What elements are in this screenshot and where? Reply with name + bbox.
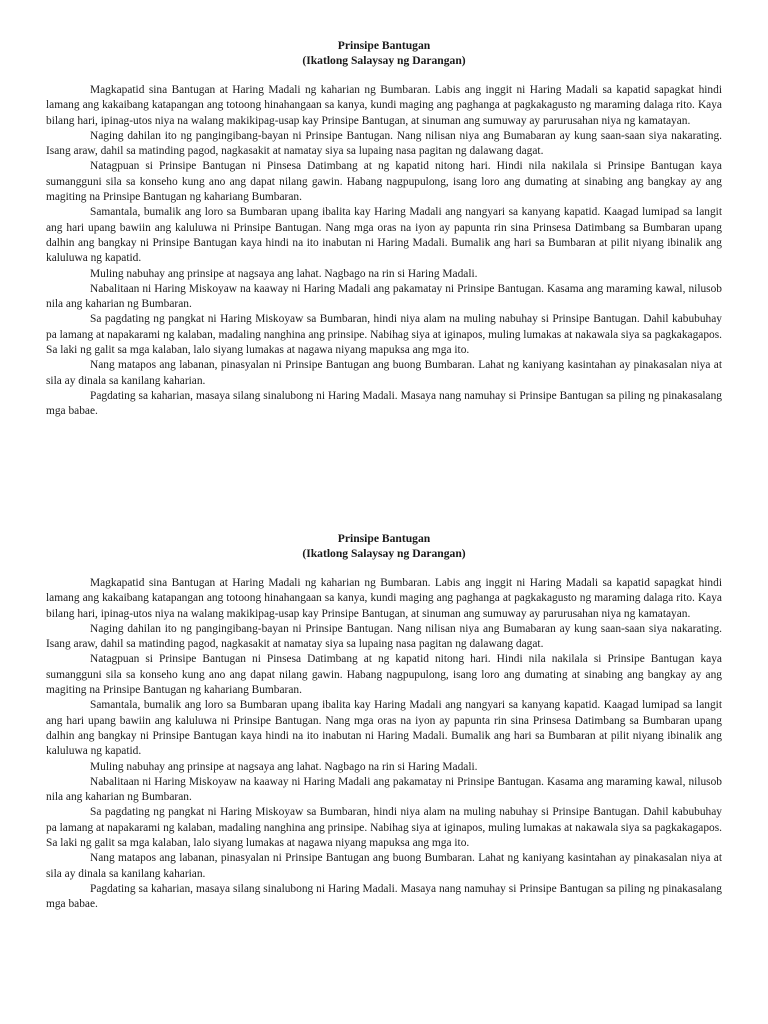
story-paragraph: Sa pagdating ng pangkat ni Haring Miskoyaw sa Bumbaran, hindi niya alam na muling nabuhay si Prinsipe Bantugan. Dahil kabubuhay pa lamang at napakarami ng kalaban, madaling nanghina ang prinsipe. Nabihag siya at iginapos, muling lumakas at nakawala siya sa pagkakagapos. Sa laki ng galit sa mga kalaban, lalo siyang lumakas at nagawa niyang mapuksa ang mga ito. (46, 313, 722, 357)
story-section-2 (46, 531, 722, 913)
story-paragraph: Nabalitaan ni Haring Miskoyaw na kaaway ni Haring Madali ang pakamatay ni Prinsipe Bantugan. Kasama ang maraming kawal, nilusob nila ang kaharian ng Bumbaran. (46, 775, 722, 804)
story-paragraph: Nang matapos ang labanan, pinasyalan ni Prinsipe Bantugan ang buong Bumbaran. Lahat ng kaniyang kasintahan ay pinakasalan niya at sila ay dinala sa kanilang kaharian. (46, 852, 722, 880)
story-paragraph: Pagdating sa kaharian, masaya silang sinalubong ni Haring Madali. Masaya nang namuhay si Prinsipe Bantugan sa piling ng pinakasalang mga babae. (46, 882, 722, 911)
story-title: Prinsipe Bantugan (337, 39, 431, 52)
story-paragraph: Nang matapos ang labanan, pinasyalan ni Prinsipe Bantugan ang buong Bumbaran. Lahat ng kaniyang kasintahan ay pinakasalan niya at sila ay dinala sa kanilang kaharian. (46, 359, 722, 387)
story-paragraph: Natagpuan si Prinsipe Bantugan ni Pinsesa Datimbang at ng kapatid nitong hari. Hindi nila nakilala si Prinsipe Bantugan kaya sumangguni sila sa konseho kung ano ang dapat nilang gawin. Habang nagpupulong, isang loro ang dumating at sinabing ang bangkay ay ang magiting na Prinsipe Bantugan ng kahariang Bumbaran. (46, 160, 722, 204)
story-paragraph: Magkapatid sina Bantugan at Haring Madali ng kaharian ng Bumbaran. Labis ang inggit ni Haring Madali sa kapatid sapagkat hindi lamang ang kakaibang katapangan ang totoong hinahangaan sa kanya, kundi maging ang paghanga at pagkakagusto ng maraming dalaga rito. Kaya bilang hari, ipinag-utos niya na walang makikipag-usap kay Prinsipe Bantugan, at sinuman ang sumuway ay parurusahan niya ng kamatayan. (46, 84, 722, 127)
story-paragraph: Samantala, bumalik ang loro sa Bumbaran upang ibalita kay Haring Madali ang nangyari sa kanyang kapatid. Kaagad lumipad sa langit ang hari upang bawiin ang kaluluwa ni Prinsipe Bantugan. Nang mga oras na iyon ay papunta rin sina Prinsesa Datimbang sa Bumbaran upang dalhin ang bangkay ni Prinsipe Bantugan kaya hindi na ito inabutan ni Haring Madali. Bumalik ang hari sa Bumbaran at pilit niyang ibinalik ang kaluluwa ng kapatid. (46, 206, 722, 265)
story-section-1 (46, 38, 722, 420)
story-subtitle: (Ikatlong Salaysay ng Darangan) (302, 547, 466, 560)
story-subtitle: (Ikatlong Salaysay ng Darangan) (302, 54, 466, 67)
story-title: Prinsipe Bantugan (337, 532, 431, 545)
story-paragraph: Muling nabuhay ang prinsipe at nagsaya ang lahat. Nagbago na rin si Haring Madali. (90, 760, 478, 773)
story-paragraph: Naging dahilan ito ng pangingibang-bayan ni Prinsipe Bantugan. Nang nilisan niya ang Bumabaran ay kung saan-saan siya nakarating. Isang araw, dahil sa matinding pagod, nagkasakit at namatay siya sa lupaing nasa pagitan ng dalawang dagat. (46, 622, 722, 651)
story-paragraph: Natagpuan si Prinsipe Bantugan ni Pinsesa Datimbang at ng kapatid nitong hari. Hindi nila nakilala si Prinsipe Bantugan kaya sumangguni sila sa konseho kung ano ang dapat nilang gawin. Habang nagpupulong, isang loro ang dumating at sinabing ang bangkay ay ang magiting na Prinsipe Bantugan ng kahariang Bumbaran. (46, 653, 722, 697)
story-paragraph: Pagdating sa kaharian, masaya silang sinalubong ni Haring Madali. Masaya nang namuhay si Prinsipe Bantugan sa piling ng pinakasalang mga babae. (46, 389, 722, 418)
story-paragraph: Muling nabuhay ang prinsipe at nagsaya ang lahat. Nagbago na rin si Haring Madali. (90, 267, 478, 280)
story-paragraph: Naging dahilan ito ng pangingibang-bayan ni Prinsipe Bantugan. Nang nilisan niya ang Bumabaran ay kung saan-saan siya nakarating. Isang araw, dahil sa matinding pagod, nagkasakit at namatay siya sa lupaing nasa pagitan ng dalawang dagat. (46, 129, 722, 158)
story-paragraph: Nabalitaan ni Haring Miskoyaw na kaaway ni Haring Madali ang pakamatay ni Prinsipe Bantugan. Kasama ang maraming kawal, nilusob nila ang kaharian ng Bumbaran. (46, 282, 722, 311)
story-paragraph: Samantala, bumalik ang loro sa Bumbaran upang ibalita kay Haring Madali ang nangyari sa kanyang kapatid. Kaagad lumipad sa langit ang hari upang bawiin ang kaluluwa ni Prinsipe Bantugan. Nang mga oras na iyon ay papunta rin sina Prinsesa Datimbang sa Bumbaran upang dalhin ang bangkay ni Prinsipe Bantugan kaya hindi na ito inabutan ni Haring Madali. Bumalik ang hari sa Bumbaran at pilit niyang ibinalik ang kaluluwa ng kapatid. (46, 699, 722, 758)
story-paragraph: Sa pagdating ng pangkat ni Haring Miskoyaw sa Bumbaran, hindi niya alam na muling nabuhay si Prinsipe Bantugan. Dahil kabubuhay pa lamang at napakarami ng kalaban, madaling nanghina ang prinsipe. Nabihag siya at iginapos, muling lumakas at nakawala siya sa pagkakagapos. Sa laki ng galit sa mga kalaban, lalo siyang lumakas at nagawa niyang mapuksa ang mga ito. (46, 806, 722, 850)
story-paragraph: Magkapatid sina Bantugan at Haring Madali ng kaharian ng Bumbaran. Labis ang inggit ni Haring Madali sa kapatid sapagkat hindi lamang ang kakaibang katapangan ang totoong hinahangaan sa kanya, kundi maging ang paghanga at pagkakagusto ng maraming dalaga rito. Kaya bilang hari, ipinag-utos niya na walang makikipag-usap kay Prinsipe Bantugan, at sinuman ang sumuway ay parurusahan niya ng kamatayan. (46, 577, 722, 620)
